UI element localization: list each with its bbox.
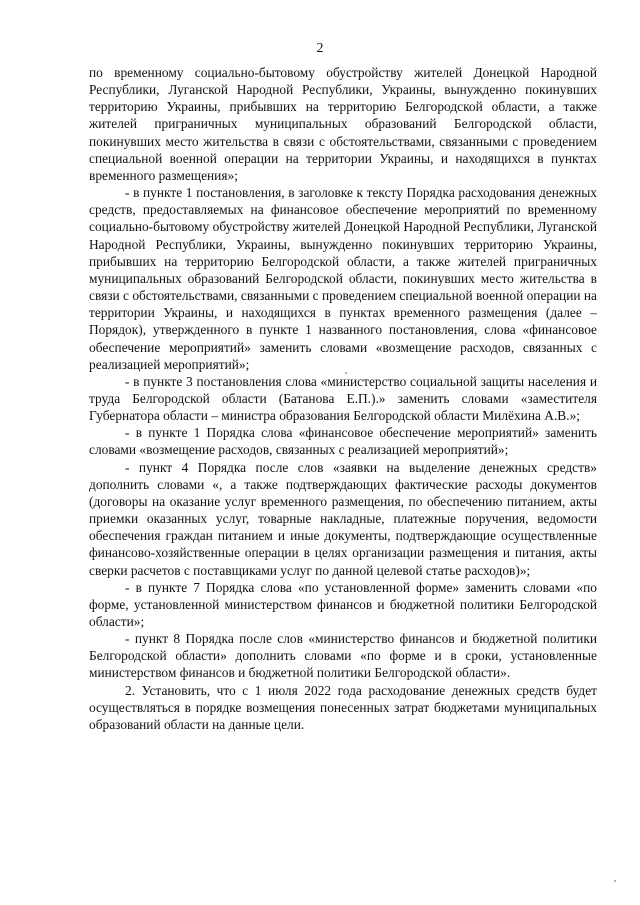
paragraph-continuation: по временному социально-бытовому обустройству жителей Донецкой Народной Республики, Луганской Народной Республики, Украины, вынужденно покинувших территорию Украины, прибывших на территорию Белгородской области, а также жителей приграничных муниципальных образований Белгородской области, покинувших место жительства в связи с обстоятельствами, связанными с проведением специальной военной операции на территории Украины, и находящихся в пунктах временного размещения»; [89,65,597,183]
page-number: 2 [316,41,324,56]
scan-speck [345,372,347,374]
paragraph-amendment-order-point-4: - пункт 4 Порядка после слов «заявки на выделение денежных средств» дополнить словами «, а также подтверждающих фактические расходы документов (договоры на оказание услуг временного размещения, по обеспечению питанием, акты приемки оказанных услуг, товарные накладные, платежные поручения, ведомости обеспечения граждан питанием и иные документы, подтверждающие осуществленные финансово-хозяйственные операции в целях организации размещения и питания, акты сверки расчетов с поставщиками услуг по данной целевой статье расходов)»; [89,459,597,578]
scan-speck [614,880,616,882]
paragraph-section-2: 2. Установить, что с 1 июля 2022 года расходование денежных средств будет осуществляться в порядке возмещения понесенных затрат бюджетами муниципальных образований области на данные цели. [89,682,597,732]
paragraph-amendment-point-3: - в пункте 3 постановления слова «министерство социальной защиты населения и труда Белгородской области (Батанова Е.П.).» заменить словами «заместителя Губернатора области – министра образования Белгородской области Милёхина А.В.»; [89,373,597,424]
document-body [89,64,597,733]
paragraph-amendment-order-point-8: - пункт 8 Порядка после слов «министерство финансов и бюджетной политики Белгородской области» дополнить словами «по форме и в сроки, установленные министерством финансов и бюджетной политики Белгородской области». [89,631,597,681]
paragraph-amendment-order-point-1: - в пункте 1 Порядка слова «финансовое обеспечение мероприятий» заменить словами «возмещение расходов, связанных с реализацией мероприятий»; [89,425,597,458]
paragraph-amendment-order-point-7: - в пункте 7 Порядка слова «по установленной форме» заменить словами «по форме, установленной министерством финансов и бюджетной политики Белгородской области»; [89,579,597,629]
paragraph-amendment-title: - в пункте 1 постановления, в заголовке к тексту Порядка расходования денежных средств, предоставляемых на финансовое обеспечение мероприятий по временному социально-бытовому обустройству жителей Донецкой Народной Республики, Луганской Народной Республики, Украины, вынужденно покинувших территорию Украины, прибывших на территорию Белгородской области, а также жителей приграничных муниципальных образований Белгородской области, покинувших место жительства в связи с обстоятельствами, связанными с проведением специальной военной операции на территории Украины, и находящихся в пунктах временного размещения (далее – Порядок), утвержденного в пункте 1 названного постановления, слова «финансовое обеспечение мероприятий» заменить словами «возмещение расходов, связанных с реализацией мероприятий»; [89,185,597,372]
